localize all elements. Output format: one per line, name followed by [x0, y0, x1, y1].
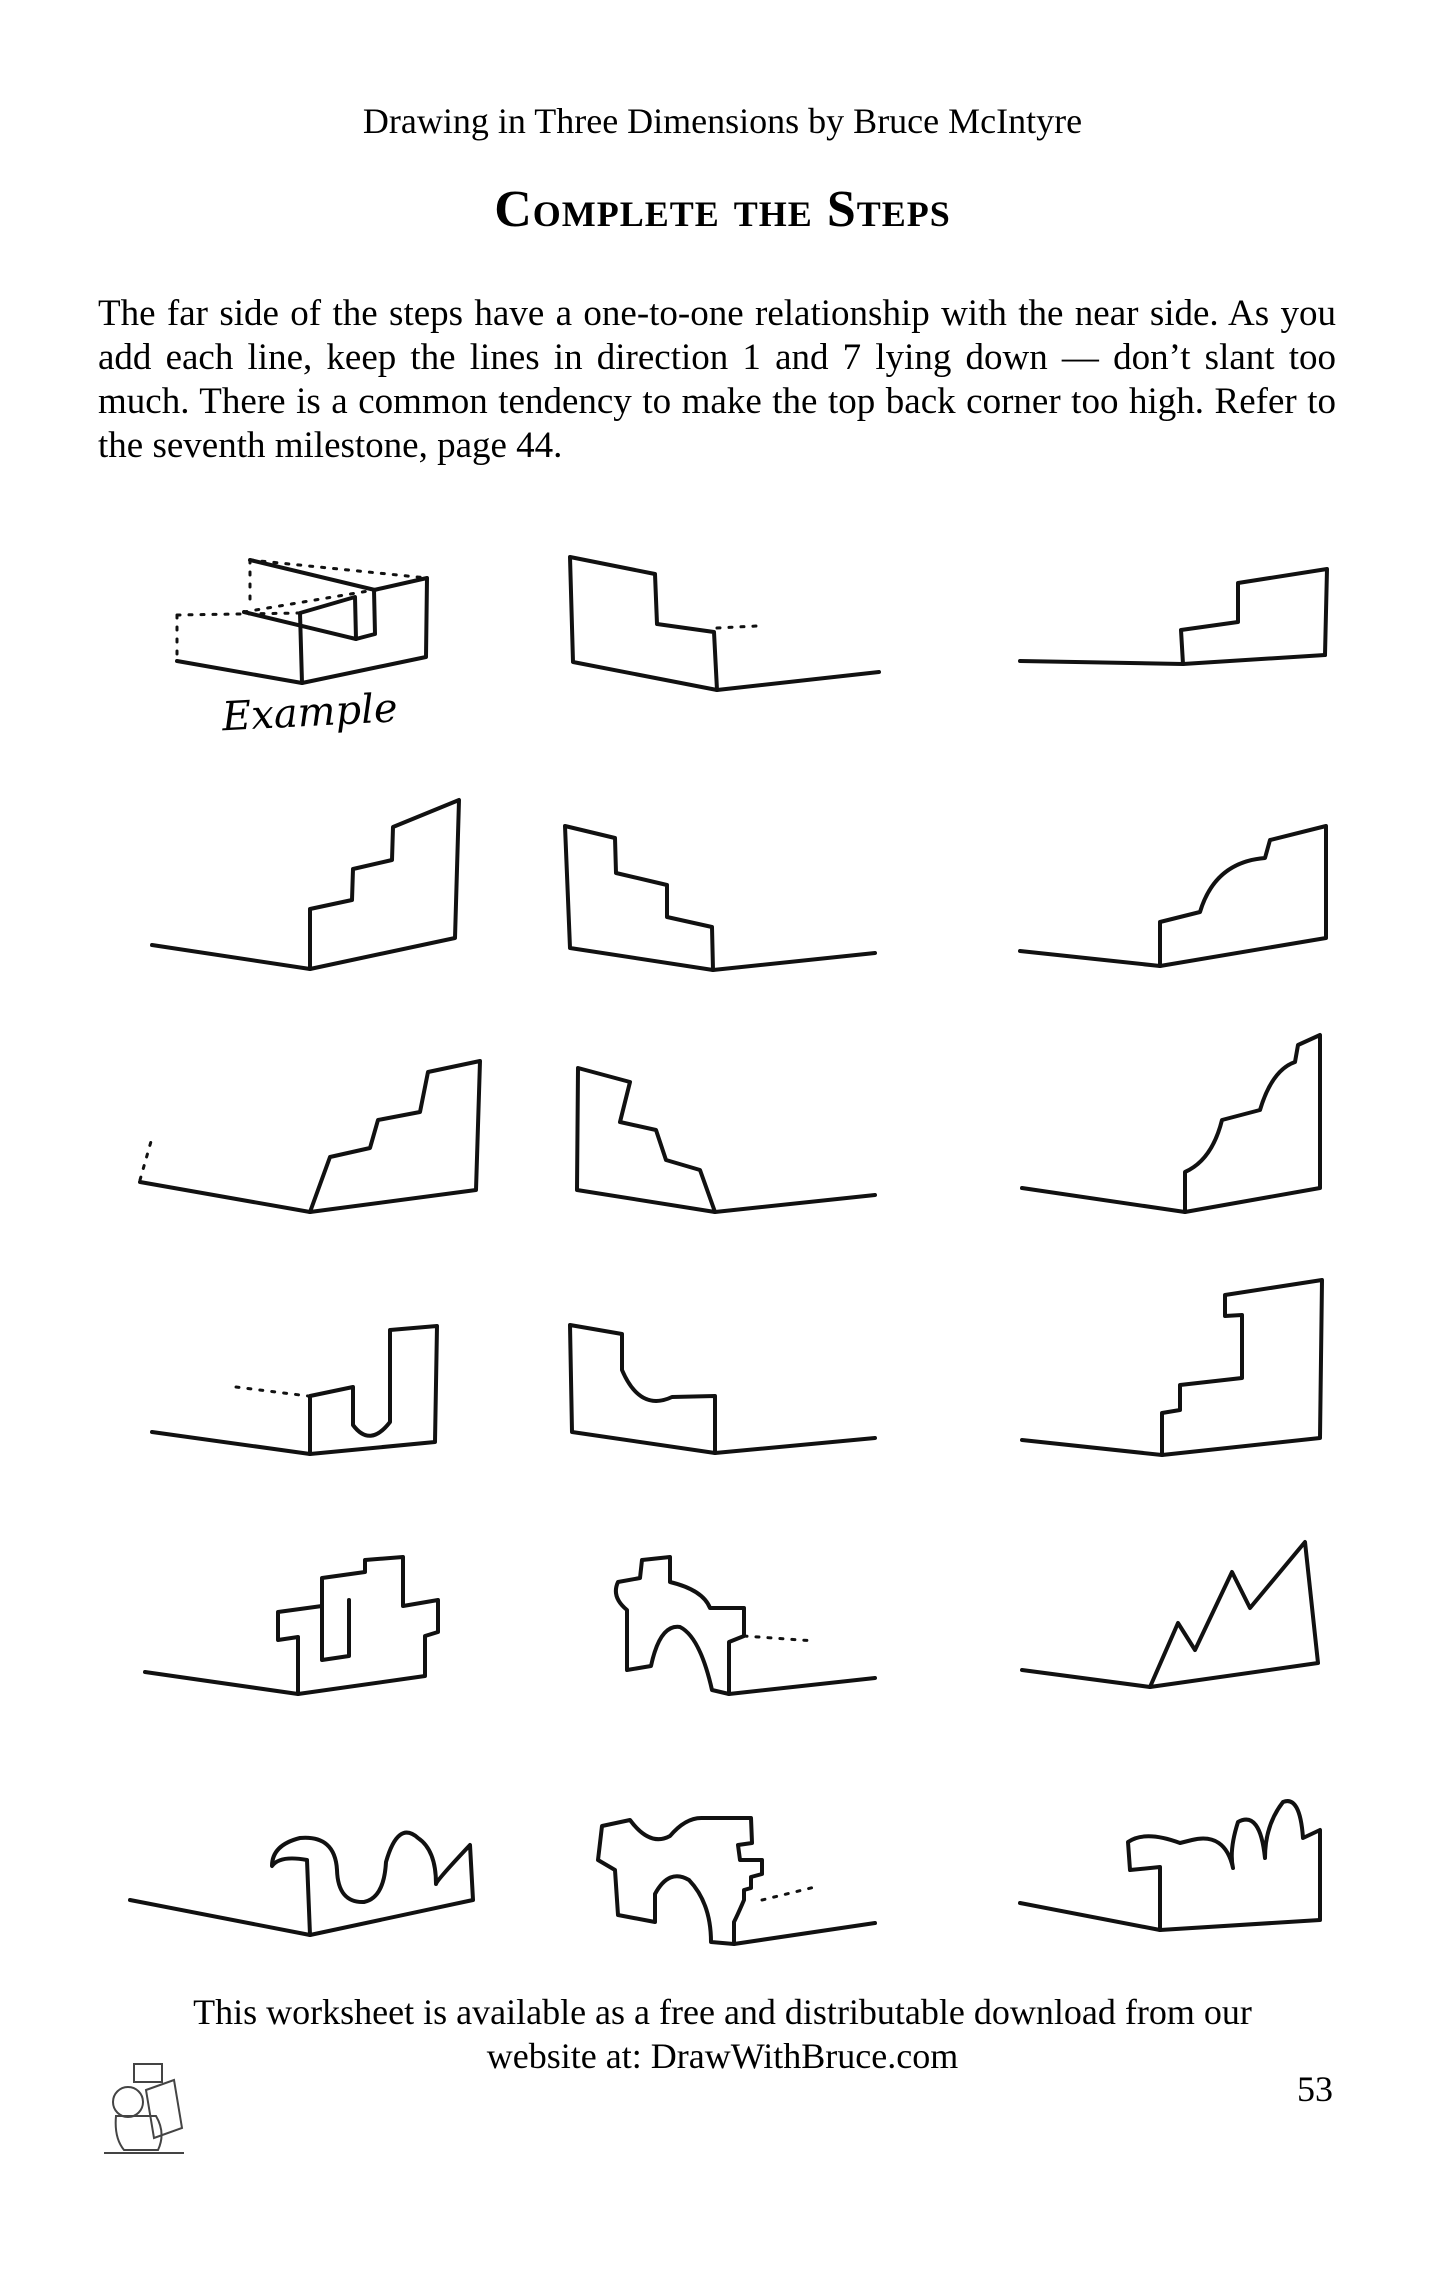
exercise-arch-wave	[598, 1818, 875, 1944]
exercise-step-wall-1	[570, 557, 879, 690]
exercise-wave-shape	[130, 1833, 473, 1935]
cartoon-artist-logo-icon	[96, 2058, 188, 2158]
exercise-example-steps	[177, 560, 427, 683]
footer-line-2: website at: DrawWithBruce.com	[486, 2036, 959, 2076]
example-label: Example	[220, 685, 399, 741]
exercise-curved-step	[1020, 826, 1326, 966]
book-header: Drawing in Three Dimensions by Bruce McIntyre	[362, 101, 1083, 141]
exercise-step-wall-2	[1020, 569, 1327, 664]
exercise-cross-shape	[145, 1557, 438, 1694]
exercise-steps-3-rise	[152, 800, 459, 969]
exercise-u-notch-reversed	[570, 1325, 875, 1453]
exercise-arch-shape	[616, 1557, 875, 1694]
exercise-bumps-shape	[1020, 1801, 1320, 1930]
page-number: 53	[1297, 2069, 1333, 2109]
exercise-zigzag-peaks	[1022, 1542, 1318, 1687]
exercise-curved-steps	[1022, 1035, 1320, 1212]
exercise-notched-wall	[1022, 1280, 1322, 1455]
exercise-u-notch	[152, 1326, 437, 1454]
footer-line-1: This worksheet is available as a free and distributable download from our	[193, 1992, 1252, 2032]
exercise-slanted-steps-reversed	[577, 1068, 875, 1212]
instructions-paragraph: The far side of the steps have a one-to-one relationship with the near side. As you add each line, keep the lines in direction 1 and 7 lying down — don’t slant too much. There is a common tendency to make the top back corner too high. Refer to the seventh milestone, page 44.	[98, 293, 1336, 466]
exercise-steps-descending	[565, 826, 875, 970]
exercise-slanted-steps	[140, 1061, 480, 1212]
page-title: Complete the Steps	[494, 181, 951, 238]
download-notice	[110, 1990, 1335, 2078]
